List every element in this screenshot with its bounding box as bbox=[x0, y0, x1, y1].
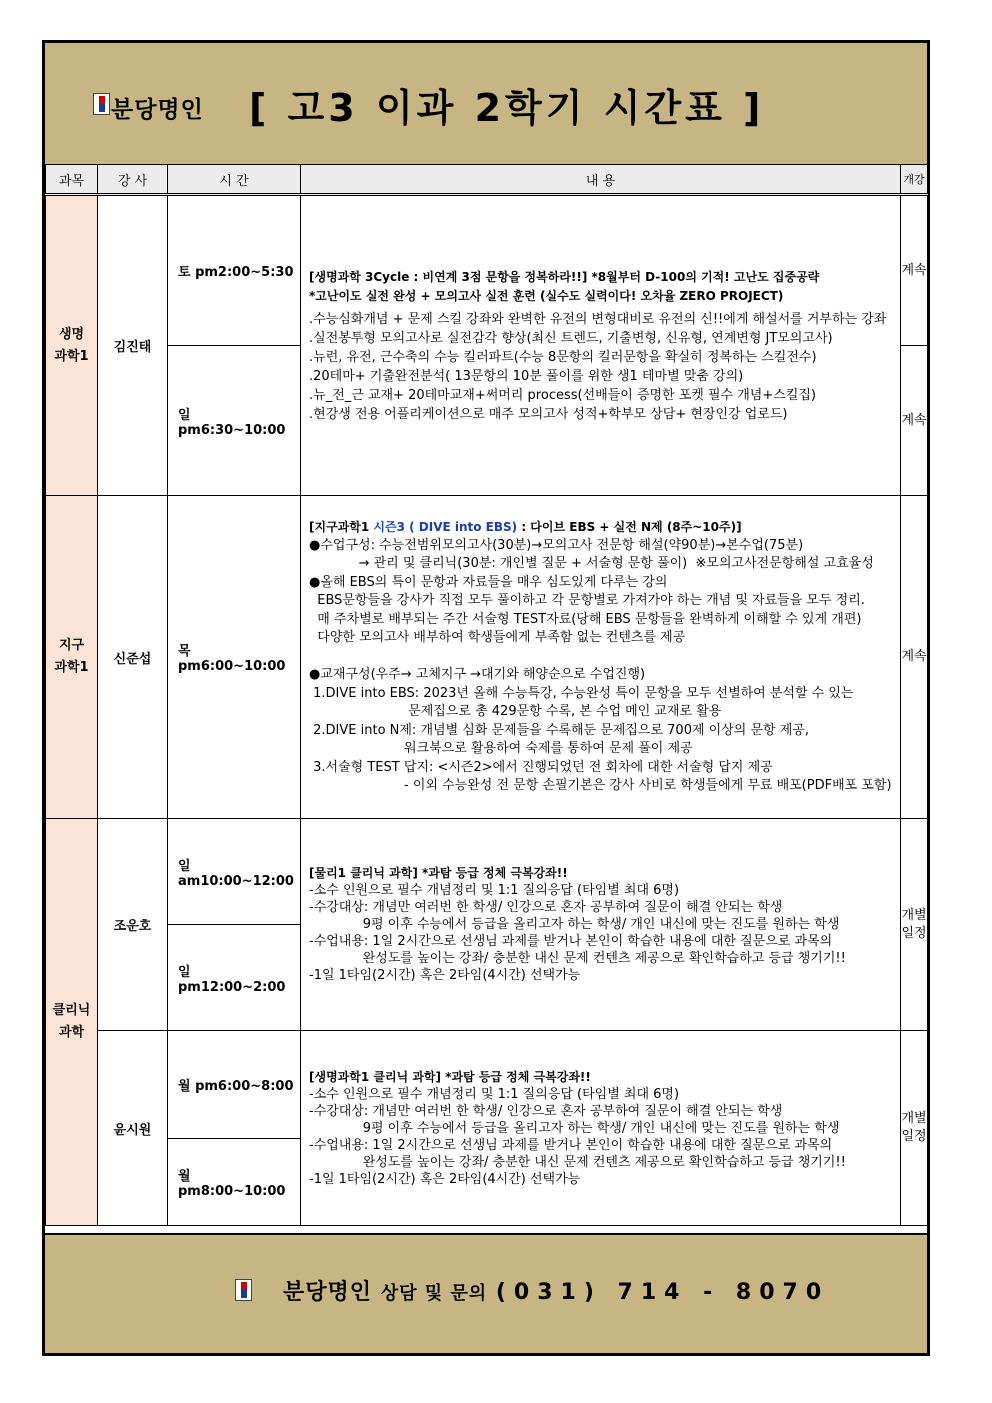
content-cell: [생명과학1 클리닉 과학] *과탐 등급 정체 극복강좌!! -소수 인원으로 필수 개념정리 및 1:1 질의응답 (타임별 최대 6명) -수강대상: 개념만 여러번 한 학생/ 인강으로 혼자 공부하여 질문이 해결 안되는 학생 9평 이후 수능에서 등급을 올리고자 하는 학생/ 개인 내신에 맞는 진도를 원하는 학생 -수업내용: 1일 2시간으로 선생님 과제를 받거나 본인이 학습한 내용에 대한 질문으로 과목의 완성도를 높이는 강좌/ 충분한 내신 문제 컨텐츠 제공으로 확인학습하고 등급 챙기기!! -1일 1타임(2시간) 혹은 2타임(4시간) 선택가능 bbox=[301, 1031, 901, 1226]
content-line: 문제집으로 총 429문항 수록, 본 수업 메인 교재로 활용 bbox=[309, 704, 722, 720]
page-title: [ 고3 이과 2학기 시간표 ] bbox=[249, 86, 765, 130]
content-line: 완성도를 높이는 강좌/ 충분한 내신 문제 컨텐츠 제공으로 확인학습하고 등급 챙기기!! bbox=[309, 1154, 846, 1170]
content-line: .실전봉투형 모의고사로 실전감각 향상(최신 트렌드, 기출변형, 신유형, 연계변형 JT모의고사) bbox=[309, 330, 833, 346]
teacher-cell: 윤시원 bbox=[98, 1031, 168, 1226]
footer-label: 상담 및 문의 bbox=[380, 1283, 488, 1304]
time-cell: 일 pm6:30~10:00 bbox=[168, 346, 301, 496]
footer-banner bbox=[45, 1233, 927, 1353]
col-subject: 과목 bbox=[46, 165, 98, 195]
content-line: 완성도를 높이는 강좌/ 충분한 내신 문제 컨텐츠 제공으로 확인학습하고 등급 챙기기!! bbox=[309, 951, 846, 966]
header-brand: 분당명인 bbox=[111, 97, 204, 123]
content-line: ●올해 EBS의 특이 문항과 자료들을 매우 심도있게 다루는 강의 bbox=[309, 574, 668, 590]
time-cell: 목 pm6:00~10:00 bbox=[168, 496, 301, 819]
table-row bbox=[46, 1031, 928, 1139]
content-line: ●교재구성(우주→ 고체지구 →대기와 해양순으로 수업진행) bbox=[309, 667, 646, 683]
time-cell: 월 pm8:00~10:00 bbox=[168, 1139, 301, 1226]
time-cell: 토 pm2:00~5:30 bbox=[168, 195, 301, 346]
content-line: 9평 이후 수능에서 등급을 올리고자 하는 학생/ 개인 내신에 맞는 진도를 원하는 학생 bbox=[309, 1120, 840, 1136]
logo-icon bbox=[93, 93, 110, 115]
content-line: -수강대상: 개념만 여러번 한 학생/ 인강으로 혼자 공부하여 질문이 해결 안되는 학생 bbox=[309, 900, 783, 915]
content-line: .뉴_전_근 교재+ 20테마교재+써머리 process(선배들이 증명한 포켓 필수 개념+스킬집) bbox=[309, 387, 817, 403]
contact-info bbox=[283, 1275, 829, 1306]
content-cell: [지구과학1 시즌3 ( DIVE into EBS) : 다이브 EBS + 실전 N제 (8주~10주)] ●수업구성: 수능전범위모의고사(30분)→모의고사 전문항 해설(약90분)→본수업(75분) → 관리 및 클리닉(30분: 개인별 질문 + 서술형 문항 풀이) ※모의고사전문항해설 고효율성 ●올해 EBS의 특이 문항과 자료들을 매우 심도있게 다루는 강의 EBS문항들을 강사가 직접 모두 풀이하고 각 문항별로 가져가야 하는 개념 및 자료들을 모두 정리. 매 주차별로 배부되는 주간 서술형 TEST자료(당해 EBS 문항들을 완벽하게 이해할 수 있게 개편) 다양한 모의고사 배부하여 학생들에게 부족함 없는 컨텐츠를 제공 ●교재구성(우주→ 고체지구 →대기와 해양순으로 수업진행) 1.DIVE into EBS: 2023년 올해 수능특강, 수능완성 특이 문항을 모두 선별하여 분석할 수 있는 문제집으로 총 429문항 수록, 본 수업 메인 교재로 활용 2.DIVE into N제: 개념별 심화 문제들을 수록해둔 문제집으로 700제 이상의 문항 제공, 워크북으로 활용하여 숙제를 통하여 문제 풀이 제공 3.서술형 TEST 답지: <시즌2>에서 진행되었던 전 회차에 대한 서술형 답지 제공 - 이외 수능완성 전 문항 손필기본은 강사 사비로 학생들에게 무료 배포(PDF배포 포함) bbox=[301, 496, 901, 819]
content-line: -1일 1타임(2시간) 혹은 2타임(4시간) 선택가능 bbox=[309, 1171, 581, 1187]
content-line: -수업내용: 1일 2시간으로 선생님 과제를 받거나 본인이 학습한 내용에 대한 질문으로 과목의 bbox=[309, 1137, 833, 1153]
content-line: .수능심화개념 + 문제 스킬 강좌와 완벽한 유전의 변형대비로 유전의 신!!에게 해설서를 거부하는 강좌 bbox=[309, 311, 887, 327]
content-line: 워크북으로 활용하여 숙제를 통하여 문제 풀이 제공 bbox=[309, 741, 693, 757]
col-time: 시 간 bbox=[168, 165, 301, 195]
subject-cell: 생명 과학1 bbox=[46, 195, 98, 496]
subject-cell: 클리닉 과학 bbox=[46, 819, 98, 1226]
content-line: 9평 이후 수능에서 등급을 올리고자 하는 학생/ 개인 내신에 맞는 진도를 원하는 학생 bbox=[309, 917, 840, 932]
content-line: .20테마+ 기출완전분석( 13문항의 10분 풀이를 위한 생1 테마별 맞춤 강의) bbox=[309, 368, 744, 384]
content-cell: [생명과학 3Cycle : 비연계 3점 문항을 정복하라!!] *8월부터 D-100의 기적! 고난도 집중공략 *고난이도 실전 완성 + 모의고사 실전 훈련 (실수도 실력이다! 오차율 ZERO PROJECT) .수능심화개념 + 문제 스킬 강좌와 완벽한 유전의 변형대비로 유전의 신!!에게 해설서를 거부하는 강좌 .실전봉투형 모의고사로 실전감각 향상(최신 트렌드, 기출변형, 신유형, 연계변형 JT모의고사) .뉴런, 유전, 근수축의 수능 킬러파트(수능 8문항의 킬러문항을 확실히 정복하는 스킬전수) .20테마+ 기출완전분석( 13문항의 10분 풀이를 위한 생1 테마별 맞춤 강의) .뉴_전_근 교재+ 20테마교재+써머리 process(선배들이 증명한 포켓 필수 개념+스킬집) .현강생 전용 어플리케이션으로 매주 모의고사 성적+학부모 상담+ 현장인강 업로드) bbox=[301, 195, 901, 496]
col-teacher: 강 사 bbox=[98, 165, 168, 195]
open-status: 계속 bbox=[901, 346, 928, 496]
content-line: 다양한 모의고사 배부하여 학생들에게 부족함 없는 컨텐츠를 제공 bbox=[309, 630, 686, 646]
time-cell: 일 am10:00~12:00 bbox=[168, 819, 301, 925]
content-line: → 관리 및 클리닉(30분: 개인별 질문 + 서술형 문항 풀이) ※모의고사전문항해설 고효율성 bbox=[309, 556, 874, 572]
content-line: -소수 인원으로 필수 개념정리 및 1:1 질의응답 (타임별 최대 6명) bbox=[309, 883, 680, 898]
content-line: -소수 인원으로 필수 개념정리 및 1:1 질의응답 (타임별 최대 6명) bbox=[309, 1086, 680, 1102]
content-line: 2.DIVE into N제: 개념별 심화 문제들을 수록해둔 문제집으로 700제 이상의 문항 제공, bbox=[309, 722, 809, 738]
content-line: ●수업구성: 수능전범위모의고사(30분)→모의고사 전문항 해설(약90분)→본수업(75분) bbox=[309, 537, 804, 553]
col-open: 개강 bbox=[901, 165, 928, 195]
table-row bbox=[46, 195, 928, 346]
table-row bbox=[46, 819, 928, 925]
content-line: 매 주차별로 배부되는 주간 서술형 TEST자료(당해 EBS 문항들을 완벽하게 이해할 수 있게 개편) bbox=[309, 611, 862, 627]
timetable-sheet bbox=[42, 40, 930, 1356]
content-line: 3.서술형 TEST 답지: <시즌2>에서 진행되었던 전 회차에 대한 서술형 답지 제공 bbox=[309, 759, 773, 775]
content-line bbox=[309, 648, 892, 667]
table-header-row bbox=[46, 165, 928, 195]
content-line: .현강생 전용 어플리케이션으로 매주 모의고사 성적+학부모 상담+ 현장인강 업로드) bbox=[309, 406, 788, 422]
content-line: - 이외 수능완성 전 문항 손필기본은 강사 사비로 학생들에게 무료 배포(PDF배포 포함) bbox=[309, 778, 892, 794]
teacher-cell: 조운호 bbox=[98, 819, 168, 1031]
footer-brand: 분당명인 bbox=[283, 1280, 373, 1305]
table-row bbox=[46, 496, 928, 819]
schedule-table bbox=[45, 164, 928, 1226]
content-cell: [물리1 클리닉 과학] *과탐 등급 정체 극복강좌!! -소수 인원으로 필수 개념정리 및 1:1 질의응답 (타임별 최대 6명) -수강대상: 개념만 여러번 한 학생/ 인강으로 혼자 공부하여 질문이 해결 안되는 학생 9평 이후 수능에서 등급을 올리고자 하는 학생/ 개인 내신에 맞는 진도를 원하는 학생 -수업내용: 1일 2시간으로 선생님 과제를 받거나 본인이 학습한 내용에 대한 질문으로 과목의 완성도를 높이는 강좌/ 충분한 내신 문제 컨텐츠 제공으로 확인학습하고 등급 챙기기!! -1일 1타임(2시간) 혹은 2타임(4시간) 선택가능 bbox=[301, 819, 901, 1031]
open-status: 계속 bbox=[901, 496, 928, 819]
time-cell: 월 pm6:00~8:00 bbox=[168, 1031, 301, 1139]
content-line: -수업내용: 1일 2시간으로 선생님 과제를 받거나 본인이 학습한 내용에 대한 질문으로 과목의 bbox=[309, 934, 833, 949]
header-banner bbox=[45, 43, 927, 166]
content-line: -1일 1타임(2시간) 혹은 2타임(4시간) 선택가능 bbox=[309, 968, 581, 983]
footer-phone: (031) 714 - 8070 bbox=[495, 1280, 830, 1305]
content-line: 1.DIVE into EBS: 2023년 올해 수능특강, 수능완성 특이 문항을 모두 선별하여 분석할 수 있는 bbox=[309, 685, 854, 701]
content-line: .뉴런, 유전, 근수축의 수능 킬러파트(수능 8문항의 킬러문항을 확실히 정복하는 스킬전수) bbox=[309, 349, 817, 365]
open-status: 계속 bbox=[901, 195, 928, 346]
content-line: -수강대상: 개념만 여러번 한 학생/ 인강으로 혼자 공부하여 질문이 해결 안되는 학생 bbox=[309, 1103, 783, 1119]
col-content: 내 용 bbox=[301, 165, 901, 195]
subject-cell: 지구 과학1 bbox=[46, 496, 98, 819]
open-status: 개별 일정 bbox=[901, 819, 928, 1031]
logo-icon bbox=[235, 1279, 252, 1301]
content-line: EBS문항들을 강사가 직접 모두 풀이하고 각 문항별로 가져가야 하는 개념 및 자료들을 모두 정리. bbox=[309, 593, 865, 609]
teacher-cell: 김진태 bbox=[98, 195, 168, 496]
time-cell: 일 pm12:00~2:00 bbox=[168, 925, 301, 1031]
teacher-cell: 신준섭 bbox=[98, 496, 168, 819]
open-status: 개별 일정 bbox=[901, 1031, 928, 1226]
